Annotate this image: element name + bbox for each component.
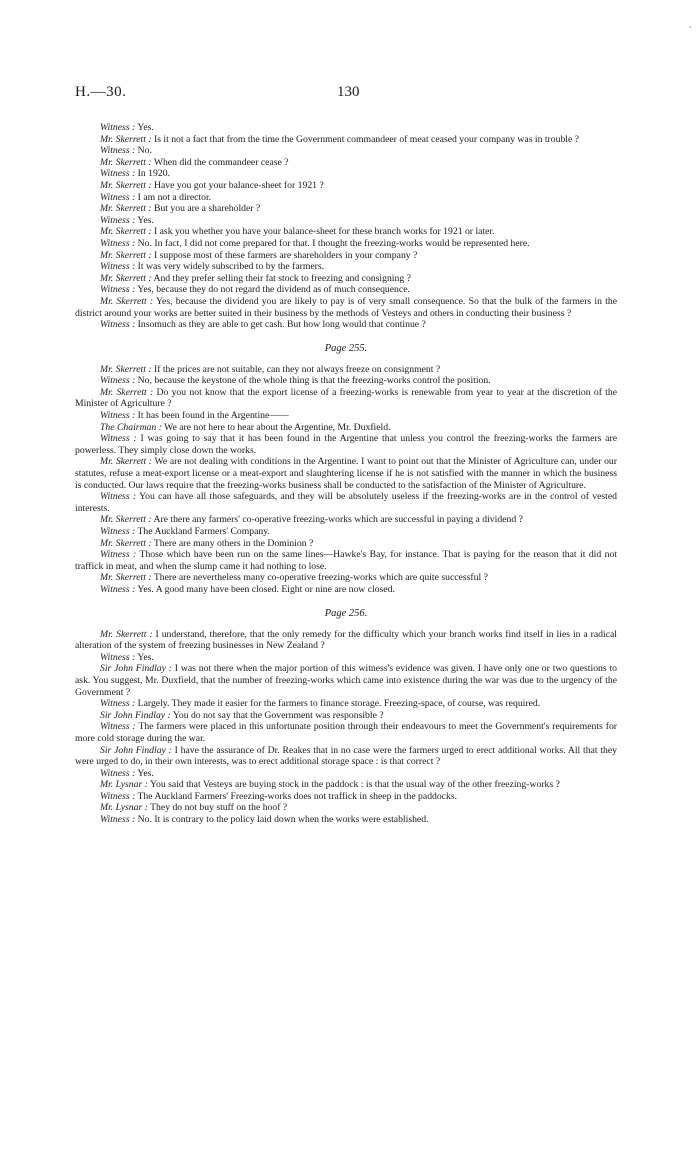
speech-text: We are not here to hear about the Argentine, Mr. Duxfield. [164, 421, 391, 433]
speech-text: If the prices are not suitable, can they not always freeze on consignment ? [153, 363, 441, 375]
speaker-label: Witness : [100, 319, 136, 331]
speaker-label: Witness : [100, 767, 136, 779]
speech-text: The Auckland Farmers' Company. [137, 526, 270, 537]
transcript-paragraph [75, 226, 617, 238]
transcript-paragraph [75, 261, 617, 273]
speaker-label: Witness : [100, 433, 137, 445]
speaker-label: Witness : [100, 410, 136, 422]
speech-text: Yes, because the dividend you are likely to pay is of very small consequence. So that the bulk of the farmers in the district around your works are better suited in their business by the methods of Vesteys and others in conducting their business ? [75, 295, 617, 319]
speaker-label: Mr. Skerrett : [100, 156, 152, 168]
transcript-section [75, 122, 617, 331]
transcript-paragraph [75, 663, 617, 698]
speaker-label: Mr. Skerrett : [100, 133, 152, 145]
speaker-label: Witness : [100, 237, 136, 249]
transcript-paragraph [75, 122, 617, 134]
transcript-paragraph [75, 364, 617, 376]
report-reference: H.—30. [75, 84, 127, 100]
transcript-paragraph [75, 319, 617, 331]
speech-text: No, because the keystone of the whole thing is that the freezing-works control the position. [137, 375, 491, 387]
speaker-label: Witness : [100, 122, 136, 133]
speech-text: They do not buy stuff on the hoof ? [150, 802, 288, 814]
speech-text: Insomuch as they are able to get cash. But how long would that continue ? [137, 319, 426, 331]
transcript-paragraph [75, 215, 617, 227]
transcript-paragraph [75, 768, 617, 780]
speech-text: Do you not know that the export license of a freezing-works is renewable from year to year at the discretion of the Minister of Agriculture ? [75, 386, 618, 410]
speech-text: Yes. A good many have been closed. Eight or nine are now closed. [137, 583, 395, 595]
speech-text: No. [137, 145, 152, 157]
speech-text: When did the commandeer cease ? [153, 156, 289, 168]
speech-text: You can have all those safeguards, and they will be absolutely useless if the freezing-works are in the control of vested interests. [75, 491, 618, 514]
speech-text: Largely. They made it easier for the farmers to finance storage. Freezing-space, of course, was required. [137, 698, 541, 710]
speaker-label: Witness : [100, 651, 136, 663]
speaker-label: Witness : [100, 261, 136, 273]
transcript-paragraph [75, 584, 617, 596]
speaker-label: Sir John Findlay : [100, 744, 172, 756]
section-heading: Page 255. [324, 342, 368, 354]
speech-text: Yes. [137, 214, 154, 226]
transcript-paragraph [75, 698, 617, 710]
speech-text: Those which have been run on the same lines—Hawke's Bay, for instance. That is paying for the reason that it did not traffick in meat, and when the slump came it had nothing to lose. [75, 549, 618, 572]
transcript-paragraph [75, 572, 617, 584]
speech-text: We are not dealing with conditions in the Argentine. I want to point out that the Minister of Agriculture can, under our statutes, refuse a meat-export license or a meat-export and slaughtering license if he is not satisfied with the manner in which the business is conducted. Our laws require that the freezing-works business shall be conducted to the satisfaction of the Minister of Agriculture. [75, 456, 618, 491]
speaker-label: Mr. Skerrett : [100, 203, 152, 215]
transcript-section [75, 343, 617, 596]
speech-text: Is it not a fact that from the time the Government commandeer of meat ceased your company was in trouble ? [153, 133, 580, 145]
speech-text: I was not there when the major portion of this witness's evidence was given. I have only one or two questions to ask. You suggest, Mr. Duxfield, that the number of freezing-works which came into existence during the war was due to the urgency of the Government ? [75, 663, 618, 698]
speaker-label: The Chairman : [100, 421, 162, 433]
speaker-label: Witness : [100, 526, 136, 537]
transcript-body [75, 122, 617, 826]
speaker-label: Mr. Skerrett : [100, 572, 152, 584]
speaker-label: Mr. Skerrett : [100, 537, 152, 549]
speaker-label: Witness : [100, 214, 136, 226]
transcript-section [75, 608, 617, 826]
speaker-label: Mr. Skerrett : [100, 456, 153, 468]
transcript-paragraph [75, 549, 617, 572]
transcript-paragraph [75, 157, 617, 169]
speaker-label: Witness : [100, 145, 136, 157]
transcript-paragraph [75, 180, 617, 192]
transcript-paragraph [75, 273, 617, 285]
transcript-paragraph [75, 491, 617, 514]
speech-text: I am not a director. [137, 191, 212, 203]
speech-text: But you are a shareholder ? [153, 203, 261, 215]
speaker-label: Mr. Skerrett : [100, 628, 153, 640]
transcript-paragraph [75, 410, 617, 422]
speech-text: There are nevertheless many co-operative freezing-works which are quite successful ? [153, 572, 488, 584]
speaker-label: Mr. Skerrett : [100, 272, 152, 284]
transcript-paragraph [75, 145, 617, 157]
speaker-label: Witness : [100, 721, 136, 733]
speaker-label: Sir John Findlay : [100, 663, 172, 675]
transcript-paragraph [75, 802, 617, 814]
transcript-paragraph [75, 526, 617, 538]
transcript-paragraph [75, 238, 617, 250]
transcript-paragraph [75, 514, 617, 526]
transcript-paragraph [75, 538, 617, 550]
speech-text: You said that Vesteys are buying stock in the paddock : is that the usual way of the other freezing-works ? [149, 779, 560, 791]
transcript-paragraph [75, 814, 617, 826]
speaker-label: Witness : [100, 549, 137, 561]
speaker-label: Mr. Skerrett : [100, 226, 152, 238]
speech-text: No. It is contrary to the policy laid down when the works were established. [137, 814, 429, 826]
transcript-paragraph [75, 192, 617, 204]
speech-text: I have the assurance of Dr. Reakes that in no case were the farmers urged to erect additional works. All that they were urged to do, in their own interests, was to erect additional storage space : is that correct ? [75, 744, 618, 768]
speaker-label: Mr. Skerrett : [100, 295, 154, 307]
speaker-label: Mr. Skerrett : [100, 179, 152, 191]
speech-text: It has been found in the Argentine—— [137, 410, 289, 422]
transcript-paragraph [75, 433, 617, 456]
section-heading: Page 256. [324, 607, 368, 619]
speech-text: No. In fact, I did not come prepared for that. I thought the freezing-works would be represented here. [137, 237, 530, 249]
speaker-label: Sir John Findlay : [100, 709, 171, 721]
speaker-label: Witness : [100, 790, 136, 802]
transcript-paragraph [75, 721, 617, 744]
speech-text: There are many others in the Dominion ? [153, 537, 314, 549]
speech-text: Are there any farmers' co-operative freezing-works which are successful in paying a dividend ? [153, 514, 523, 526]
speech-text: Yes, because they do not regard the dividend as of much consequence. [137, 284, 410, 296]
speaker-label: Mr. Lysnar : [100, 802, 148, 814]
speech-text: I ask you whether you have your balance-sheet for these branch works for 1921 or later. [153, 226, 495, 238]
speech-text: The farmers were placed in this unfortunate position through their endeavours to meet the Government's requirements for more cold storage during the war. [75, 721, 618, 744]
document-page [75, 84, 617, 826]
speaker-label: Witness : [100, 375, 136, 387]
transcript-paragraph [75, 296, 617, 319]
transcript-paragraph [75, 250, 617, 262]
speech-text: I understand, therefore, that the only remedy for the difficulty which your branch works find itself in lies in a radical alteration of the system of freezing businesses in New Zealand ? [75, 628, 618, 652]
page-number: 130 [337, 84, 360, 100]
transcript-paragraph [75, 284, 617, 296]
speech-text: It was very widely subscribed to by the farmers. [137, 261, 325, 273]
transcript-paragraph [75, 203, 617, 215]
speech-text: Yes. [137, 651, 154, 663]
transcript-paragraph [75, 168, 617, 180]
transcript-paragraph [75, 779, 617, 791]
transcript-paragraph [75, 387, 617, 410]
speaker-label: Witness : [100, 284, 136, 296]
speaker-label: Witness : [100, 191, 136, 203]
transcript-paragraph [75, 710, 617, 722]
speaker-label: Mr. Skerrett : [100, 363, 152, 375]
speech-text: I suppose most of these farmers are shareholders in your company ? [153, 249, 418, 261]
speech-text: And they prefer selling their fat stock to freezing and consigning ? [153, 272, 411, 284]
speech-text: You do not say that the Government was responsible ? [172, 709, 384, 721]
transcript-paragraph [75, 629, 617, 652]
transcript-paragraph [75, 134, 617, 146]
speaker-label: Witness : [100, 583, 136, 595]
running-head [75, 84, 617, 108]
speaker-label: Mr. Skerrett : [100, 386, 154, 398]
speech-text: Yes. [137, 767, 154, 779]
speaker-label: Witness : [100, 698, 136, 710]
speaker-label: Mr. Skerrett : [100, 249, 152, 261]
transcript-paragraph [75, 375, 617, 387]
transcript-paragraph [75, 422, 617, 434]
transcript-paragraph [75, 456, 617, 491]
speech-text: In 1920. [137, 168, 170, 180]
transcript-paragraph [75, 745, 617, 768]
speaker-label: Witness : [100, 814, 136, 826]
transcript-paragraph [75, 652, 617, 664]
speech-text: Yes. [137, 122, 154, 133]
speaker-label: Mr. Skerrett : [100, 514, 152, 526]
speaker-label: Mr. Lysnar : [100, 779, 148, 791]
speaker-label: Witness : [100, 168, 136, 180]
speech-text: I was going to say that it has been found in the Argentine that unless you control the freezing-works the farmers are powerless. They simply close down the works. [75, 433, 618, 456]
speaker-label: Witness : [100, 491, 137, 503]
speech-text: The Auckland Farmers' Freezing-works does not traffick in sheep in the paddocks. [137, 790, 458, 802]
transcript-paragraph [75, 791, 617, 803]
corner-mark: ` [688, 26, 692, 37]
speech-text: Have you got your balance-sheet for 1921 ? [153, 179, 324, 191]
